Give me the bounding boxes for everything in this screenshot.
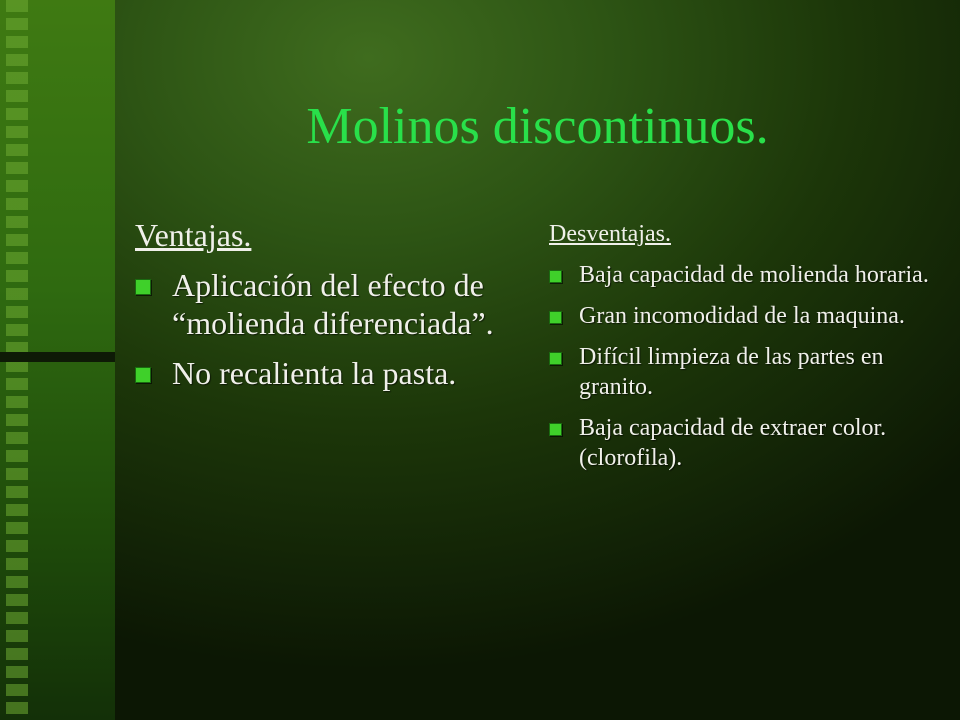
square-bullet-icon xyxy=(549,352,562,365)
advantage-text: No recalienta la pasta. xyxy=(172,355,457,391)
disadvantage-text: Baja capacidad de molienda horaria. xyxy=(579,262,929,288)
disadvantage-text: Baja capacidad de extraer color. (clorofila). xyxy=(579,415,887,471)
square-bullet-icon xyxy=(549,423,562,436)
advantage-item xyxy=(135,354,515,392)
advantages-column xyxy=(135,212,515,404)
disadvantages-heading: Desventajas. xyxy=(549,221,671,247)
square-bullet-icon xyxy=(549,311,562,324)
advantages-heading: Ventajas. xyxy=(135,217,252,253)
disadvantage-text: Difícil limpieza de las partes en granito. xyxy=(579,344,884,400)
square-bullet-icon xyxy=(135,279,151,295)
square-bullet-icon xyxy=(549,270,562,283)
advantages-list xyxy=(135,266,515,392)
disadvantages-list xyxy=(549,260,939,473)
disadvantage-item xyxy=(549,301,939,331)
advantage-text: Aplicación del efecto de “molienda diferenciada”. xyxy=(172,267,494,341)
disadvantage-text: Gran incomodidad de la maquina. xyxy=(579,303,905,329)
disadvantage-item xyxy=(549,413,939,473)
disadvantages-column xyxy=(549,216,939,484)
decorative-divider-bar xyxy=(0,352,115,362)
disadvantage-item xyxy=(549,342,939,402)
square-bullet-icon xyxy=(135,367,151,383)
advantage-item xyxy=(135,266,515,342)
disadvantage-item xyxy=(549,260,939,290)
slide-title: Molinos discontinuos. xyxy=(306,98,769,155)
